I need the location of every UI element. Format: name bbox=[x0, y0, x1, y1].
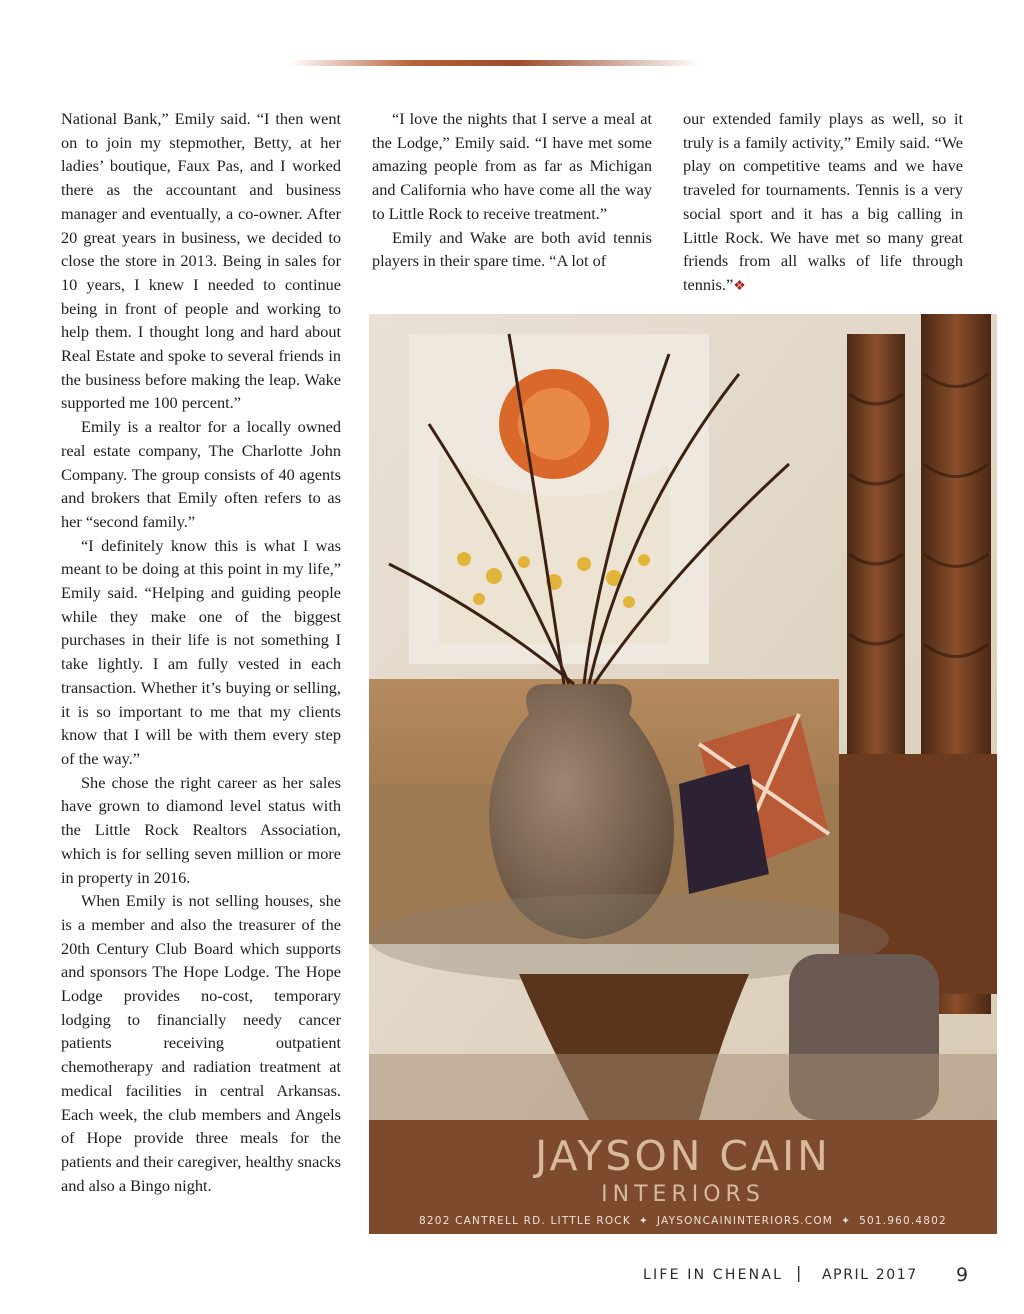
ad-phone[interactable]: 501.960.4802 bbox=[859, 1215, 947, 1227]
paragraph: Emily is a realtor for a locally owned real estate company, The Charlotte John Company. The group consists of 40 agents and brokers that Emily often refers to as her “second family.” bbox=[61, 417, 341, 531]
advertisement[interactable] bbox=[369, 314, 997, 1234]
paragraph: “I definitely know this is what I was meant to be doing at this point in my life,” Emily said. “Helping and guiding people while they make one of the biggest purchases in their life is not something I take lightly. I am fully vested in each transaction. Whether it’s buying or selling, it is so important to me that my clients know that I will be with them every step of the way.” bbox=[61, 535, 341, 768]
ad-brand-name: JAYSON CAIN bbox=[535, 1132, 831, 1180]
paragraph: National Bank,” Emily said. “I then went on to join my stepmother, Betty, at her ladies’ boutique, Faux Pas, and I worked there as the accountant and business manager and eventually, a co-owner. After 20 great years in business, we decided to close the store in 2013. Being in sales for 10 years, I knew I needed to continue being in front of people and working to help them. I thought long and hard about Real Estate and spoke to several friends in the business before making the leap. Wake supported me 100 percent.” bbox=[61, 109, 341, 413]
ad-brand-band bbox=[369, 1120, 997, 1234]
paragraph: Emily and Wake are both avid tennis players in their spare time. “A lot of bbox=[372, 227, 652, 271]
footer-divider: | bbox=[796, 1263, 802, 1282]
separator-icon: ✦ bbox=[638, 1215, 649, 1227]
paragraph-text: our extended family plays as well, so it truly is a family activity,” Emily said. “We play on competitive teams and we have traveled for tournaments. Tennis is a very social sport and it has a big calling in Little Rock. We have met so many great friends from all walks of life through tennis.” bbox=[683, 109, 963, 294]
ad-photo-interior bbox=[369, 314, 997, 1120]
footer-publication: LIFE IN CHENAL bbox=[643, 1267, 784, 1283]
article-column-1 bbox=[61, 107, 341, 1197]
article-column-3 bbox=[683, 107, 963, 299]
header-rule bbox=[290, 60, 700, 66]
ad-contact-line bbox=[369, 1215, 997, 1227]
end-mark-icon: ❖ bbox=[733, 278, 746, 294]
ad-website-link[interactable]: JAYSONCAININTERIORS.COM bbox=[656, 1215, 834, 1227]
paragraph bbox=[683, 107, 963, 299]
paragraph: She chose the right career as her sales have grown to diamond level status with the Little Rock Realtors Association, which is for selling seven million or more in property in 2016. bbox=[61, 772, 341, 887]
paragraph: When Emily is not selling houses, she is a member and also the treasurer of the 20th Century Club Board which supports and sponsors The Hope Lodge. The Hope Lodge provides no-cost, temporary lodging to financially needy cancer patients receiving outpatient chemotherapy and radiation treatment at medical facilities in central Arkansas. Each week, the club members and Angels of Hope provide three meals for the patients and their caregiver, healthy snacks and also a Bingo night. bbox=[61, 891, 341, 1195]
ad-address: 8202 CANTRELL RD. LITTLE ROCK bbox=[419, 1215, 631, 1227]
paragraph: “I love the nights that I serve a meal at the Lodge,” Emily said. “I have met some amazing people from as far as Michigan and California who have come all the way to Little Rock to receive treatment.” bbox=[372, 109, 652, 223]
article-column-2 bbox=[372, 107, 652, 273]
footer-date: APRIL 2017 bbox=[822, 1267, 918, 1283]
separator-icon: ✦ bbox=[841, 1215, 852, 1227]
page-number: 9 bbox=[956, 1264, 969, 1286]
ad-brand-sub: INTERIORS bbox=[601, 1182, 765, 1207]
